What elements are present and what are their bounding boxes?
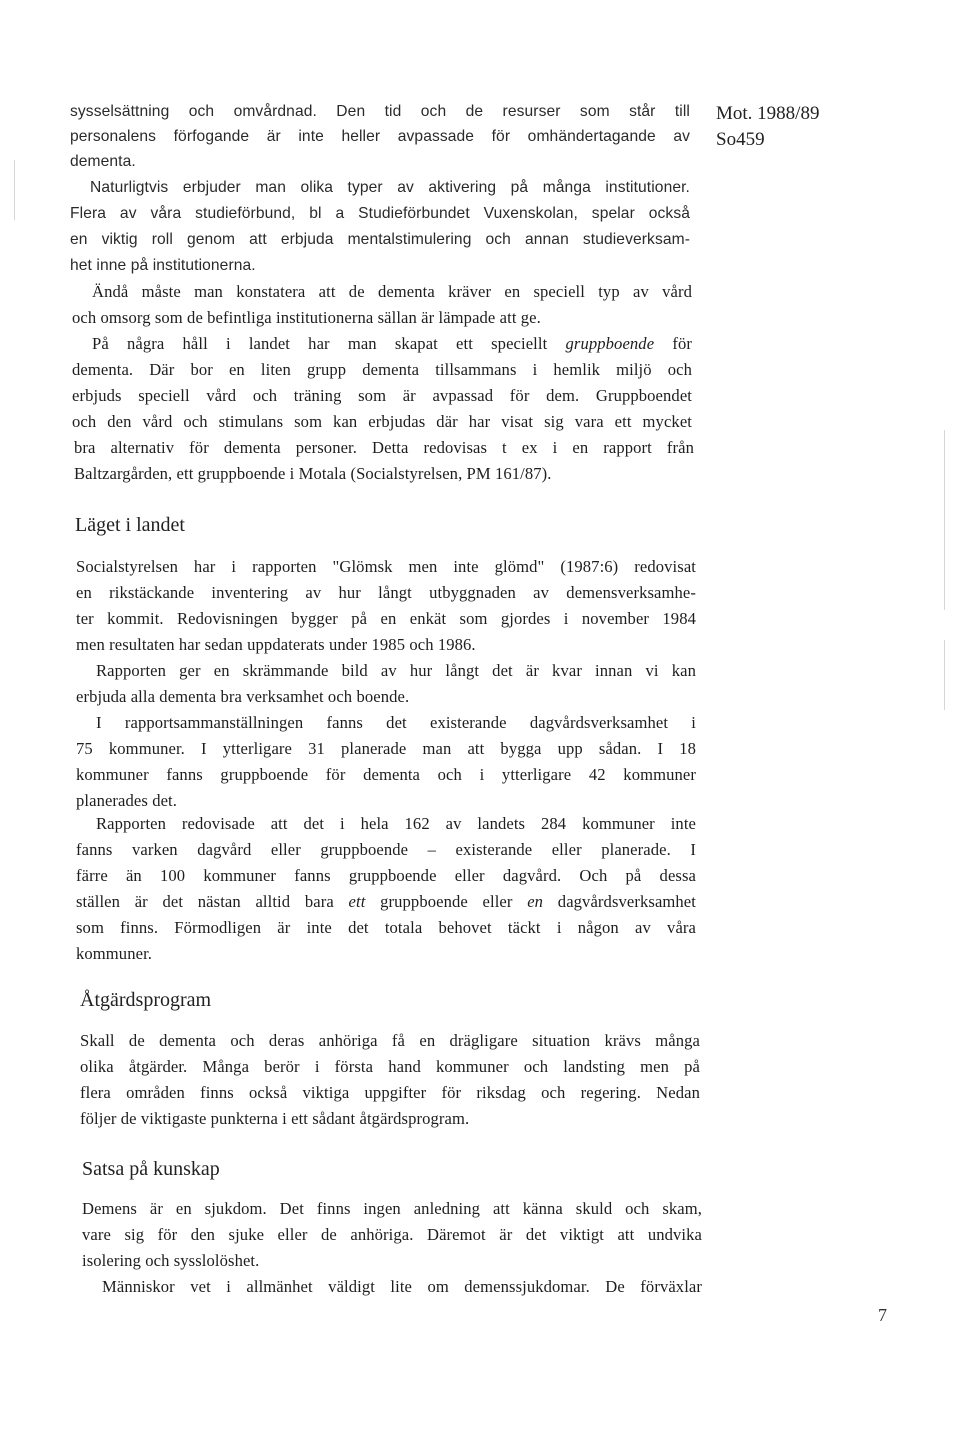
body-line <box>76 891 696 913</box>
text-run: för <box>672 334 692 353</box>
body-line: sysselsättning och omvårdnad. Den tid och de resurser som står till <box>70 103 690 120</box>
body-line: 75 kommuner. I ytterligare 31 planerade man att bygga upp sådan. I 18 <box>76 739 696 758</box>
body-line: ter kommit. Redovisningen bygger på en enkät som gjordes i november 1984 <box>76 609 696 628</box>
text-run: dagvårdsverksamhet <box>557 892 696 911</box>
emphasized-term: ett <box>348 892 366 911</box>
emphasized-term: gruppboende <box>565 334 655 353</box>
body-line: I rapportsammanställningen fanns det existerande dagvårdsverksamhet i <box>96 713 696 732</box>
body-line: personalens förfogande är inte heller avpassade för omhändertagande av <box>70 128 690 145</box>
body-line: färre än 100 kommuner fanns gruppboende eller dagvård. Och på dessa <box>76 866 696 885</box>
body-line: kommuner fanns gruppboende för dementa och i ytterligare 42 kommuner <box>76 765 696 784</box>
section-heading: Satsa på kunskap <box>82 1158 220 1180</box>
scan-edge-line <box>944 640 945 710</box>
body-line: en viktig roll genom att erbjuda mentalstimulering och annan studieverksam- <box>70 231 690 248</box>
body-line: het inne på institutionerna. <box>70 257 256 274</box>
text-run: gruppboende eller <box>380 892 513 911</box>
body-line: Rapporten redovisade att det i hela 162 av landets 284 kommuner inte <box>96 814 696 833</box>
body-line: erbjuds speciell vård och träning som är avpassad för dem. Gruppboendet <box>72 386 692 405</box>
body-line: Baltzargården, ett gruppboende i Motala (Socialstyrelsen, PM 161/87). <box>74 464 552 483</box>
section-heading: Läget i landet <box>75 514 185 536</box>
body-line: Naturligtvis erbjuder man olika typer av aktivering på många institutioner. <box>90 179 690 196</box>
body-line: dementa. Där bor en liten grupp dementa tillsammans i hemlik miljö och <box>72 360 692 379</box>
body-line: isolering och sysslolöshet. <box>82 1251 260 1270</box>
body-line: och den vård och stimulans som kan erbjudas där har visat sig vara ett mycket <box>72 412 692 431</box>
body-line: följer de viktigaste punkterna i ett sådant åtgärdsprogram. <box>80 1109 470 1128</box>
body-line: men resultaten har sedan uppdaterats under 1985 och 1986. <box>76 635 476 654</box>
body-line: Socialstyrelsen har i rapporten "Glömsk men inte glömd" (1987:6) redovisat <box>76 557 696 576</box>
body-line: Människor vet i allmänhet väldigt lite om demenssjukdomar. De förväxlar <box>102 1277 702 1296</box>
body-line: Skall de dementa och deras anhöriga få en drägligare situation krävs många <box>80 1031 700 1050</box>
motion-number: Mot. 1988/89 <box>716 103 820 124</box>
text-run: ställen är det nästan alltid bara <box>76 892 334 911</box>
emphasized-term: en <box>527 892 544 911</box>
body-line: planerades det. <box>76 791 178 810</box>
body-line: Ändå måste man konstatera att de dementa kräver en speciell typ av vård <box>92 282 692 301</box>
motion-code: So459 <box>716 129 765 150</box>
body-line: en rikstäckande inventering av hur långt utbyggnaden av demensverksamhe- <box>76 583 696 602</box>
body-line: och omsorg som de befintliga institutionerna sällan är lämpade att ge. <box>72 308 541 327</box>
scan-edge-line <box>14 160 15 220</box>
margin-reference <box>716 101 916 153</box>
body-line: kommuner. <box>76 944 153 963</box>
body-line: erbjuda alla dementa bra verksamhet och boende. <box>76 687 410 706</box>
body-line: dementa. <box>70 153 136 170</box>
scan-edge-line <box>944 430 945 610</box>
body-line: Flera av våra studieförbund, bl a Studieförbundet Vuxenskolan, spelar också <box>70 205 690 222</box>
body-line: Rapporten ger en skrämmande bild av hur långt det är kvar innan vi kan <box>96 661 696 680</box>
section-heading: Åtgärdsprogram <box>80 989 212 1011</box>
body-line: vare sig för den sjuke eller de anhöriga. Däremot är det viktigt att undvika <box>82 1225 702 1244</box>
body-line: som finns. Förmodligen är inte det totala behovet täckt i någon av våra <box>76 918 696 937</box>
page-number: 7 <box>878 1305 887 1325</box>
body-line: flera områden finns också viktiga uppgifter för riksdag och regering. Nedan <box>80 1083 700 1102</box>
body-line: fanns varken dagvård eller gruppboende – existerande eller planerade. I <box>76 840 696 859</box>
body-line: Demens är en sjukdom. Det finns ingen anledning att känna skuld och skam, <box>82 1199 702 1218</box>
body-line <box>92 333 692 355</box>
body-line: olika åtgärder. Många berör i första hand kommuner och landsting men på <box>80 1057 700 1076</box>
text-run: På några håll i landet har man skapat ett speciellt <box>92 334 548 353</box>
body-line: bra alternativ för dementa personer. Detta redovisas t ex i en rapport från <box>74 438 694 457</box>
